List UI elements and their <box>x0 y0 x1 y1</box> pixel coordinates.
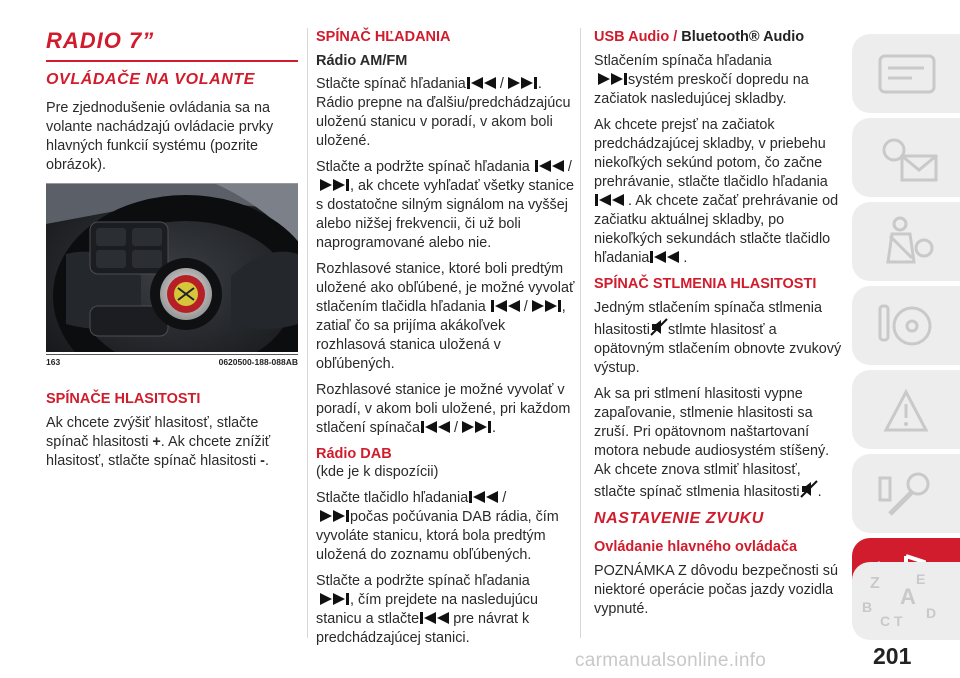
svg-text:T: T <box>894 613 903 629</box>
chapter-tabs <box>852 34 960 638</box>
seek-back-icon <box>594 193 628 207</box>
tab-index[interactable] <box>852 562 960 640</box>
lights-message-icon <box>866 128 946 188</box>
paragraph: Stlačte a podržte spínač hľadania , čím prejdete na nasledujúcu stanicu a stlačte pre návrat k predchádzajúcej stanici. <box>316 573 538 646</box>
chapter-title: RADIO 7” <box>46 28 155 53</box>
tab-warning-lights[interactable] <box>852 118 960 197</box>
title-rule <box>46 60 298 62</box>
mute-icon <box>800 480 818 498</box>
seek-back-icon <box>534 159 568 173</box>
seek-forward-icon <box>316 592 350 606</box>
section-heading-usb-bluetooth: USB Audio / Bluetooth® Audio <box>594 29 805 45</box>
section-heading-sound-settings: NASTAVENIE ZVUKU <box>594 510 764 527</box>
tab-maintenance[interactable] <box>852 454 960 533</box>
section-heading-seek-switch: SPÍNAČ HĽADANIA <box>316 29 451 45</box>
seek-forward-icon <box>528 299 562 313</box>
car-dashboard-icon <box>866 44 946 104</box>
tab-dashboard[interactable] <box>852 34 960 113</box>
seek-back-icon <box>649 250 683 264</box>
seek-forward-icon <box>316 178 350 192</box>
mute-icon <box>650 318 668 336</box>
svg-text:C: C <box>880 613 891 629</box>
warning-triangle-icon <box>866 380 946 440</box>
seek-forward-icon <box>594 72 628 86</box>
seek-forward-icon <box>458 420 492 434</box>
minus-symbol: - <box>260 453 265 469</box>
seatbelt-icon <box>866 212 946 272</box>
section-heading-steering-controls: OVLÁDAČE NA VOLANTE <box>46 71 256 88</box>
section-heading-volume-switches: SPÍNAČE HLASITOSTI <box>46 391 201 407</box>
watermark: carmanualsonline.info <box>575 650 767 671</box>
steering-wheel-icon <box>866 296 946 356</box>
column-divider <box>307 28 308 638</box>
seek-back-icon <box>468 490 502 504</box>
subheading-am-fm: Rádio AM/FM <box>316 53 408 69</box>
svg-text:A: A <box>900 584 916 609</box>
paragraph: Ak chcete zvýšiť hlasitosť, stlačte spínač hlasitosti +. Ak chcete znížiť hlasitosť, stlačte spínač hlasitosti -. <box>46 415 271 469</box>
seek-forward-icon <box>504 76 538 90</box>
svg-text:Z: Z <box>870 575 880 592</box>
wrench-icon <box>866 464 946 524</box>
paragraph: Jedným stlačením spínača stlmenia hlasitosti stlmte hlasitosť a opätovným stlačením obnovte zvukový výstup. <box>594 300 842 376</box>
seek-back-icon <box>490 299 524 313</box>
tab-emergency[interactable] <box>852 370 960 449</box>
index-letters-icon <box>860 566 950 636</box>
dab-note: (kde je k dispozícii) <box>316 464 439 480</box>
column-right <box>594 28 842 626</box>
paragraph: Stlačte tlačidlo hľadania / počas počúvania DAB rádia, čím vyvoláte stanicu, ktorá bola predtým uložená do zoznamu obľúbených. <box>316 490 559 563</box>
subheading-main-controller: Ovládanie hlavného ovládača <box>594 539 798 555</box>
subheading-dab-radio: Rádio DAB <box>316 446 392 462</box>
tab-safety[interactable] <box>852 202 960 281</box>
section-heading-mute-switch: SPÍNAČ STLMENIA HLASITOSTI <box>594 276 817 292</box>
tab-driving[interactable] <box>852 286 960 365</box>
seek-forward-icon <box>316 509 350 523</box>
paragraph: Stlačte spínač hľadania / . Rádio prepne na ďalšiu/predchádzajúcu uloženú stanicu v poradí, v akom boli uložené. <box>316 76 571 149</box>
seek-back-icon <box>420 420 454 434</box>
figure-code: 0620500-188-088AB <box>218 357 298 367</box>
page-number: 201 <box>873 643 912 669</box>
paragraph: Stlačením spínača hľadania systém preskočí dopredu na začiatok nasledujúcej skladby. <box>594 53 809 107</box>
column-left <box>46 28 298 478</box>
paragraph: Rozhlasové stanice je možné vyvolať v poradí, v akom boli uložené, pri každom stlačení spínača / . <box>316 382 571 436</box>
steering-wheel-photo <box>46 183 298 352</box>
svg-text:E: E <box>916 571 926 587</box>
paragraph: Ak sa pri stlmení hlasitosti vypne zapaľovanie, stlmenie hlasitosti sa zruší. Pri opätovnom naštartovaní motora nebude audiosystém stíšený. Ak chcete znova stlmiť hlasitosť, stlačte spínač stlmenia hlasitosti . <box>594 386 830 500</box>
paragraph: Pre zjednodušenie ovládania sa na volante nachádzajú ovládacie prvky hlavných funkcií systému (pozrite obrázok). <box>46 100 274 173</box>
plus-symbol: + <box>152 434 161 450</box>
column-divider <box>580 28 581 638</box>
paragraph: POZNÁMKA Z dôvodu bezpečnosti sú niektoré operácie počas jazdy vozidla vypnuté. <box>594 563 838 617</box>
seek-back-icon <box>466 76 500 90</box>
svg-text:B: B <box>862 599 873 615</box>
seek-back-icon <box>419 611 453 625</box>
figure-number: 163 <box>46 357 61 367</box>
paragraph: Rozhlasové stanice, ktoré boli predtým uložené ako obľúbené, je možné vyvolať stlačením tlačidla hľadania / , zatiaľ čo sa prijíma akákoľvek rozhlasová stanica uložená v obľúbených. <box>316 261 575 372</box>
column-middle <box>316 28 578 655</box>
paragraph: Ak chcete prejsť na začiatok predchádzajúcej skladby, v priebehu niekoľkých sekúnd potom, čo začne prehrávanie, stlačte tlačidlo hľadania . Ak chcete začať prehrávanie od začiatku aktuálnej skladby, po niekoľkých sekundách stlačte tlačidlo hľadania . <box>594 117 839 266</box>
figure-caption <box>46 354 298 368</box>
paragraph: Stlačte a podržte spínač hľadania / , ak chcete vyhľadať všetky stanice s dostatočne silným signálom na vyššej alebo nižšej frekvencii, či už boli naprogramované alebo nie. <box>316 159 574 251</box>
svg-text:D: D <box>926 605 937 621</box>
